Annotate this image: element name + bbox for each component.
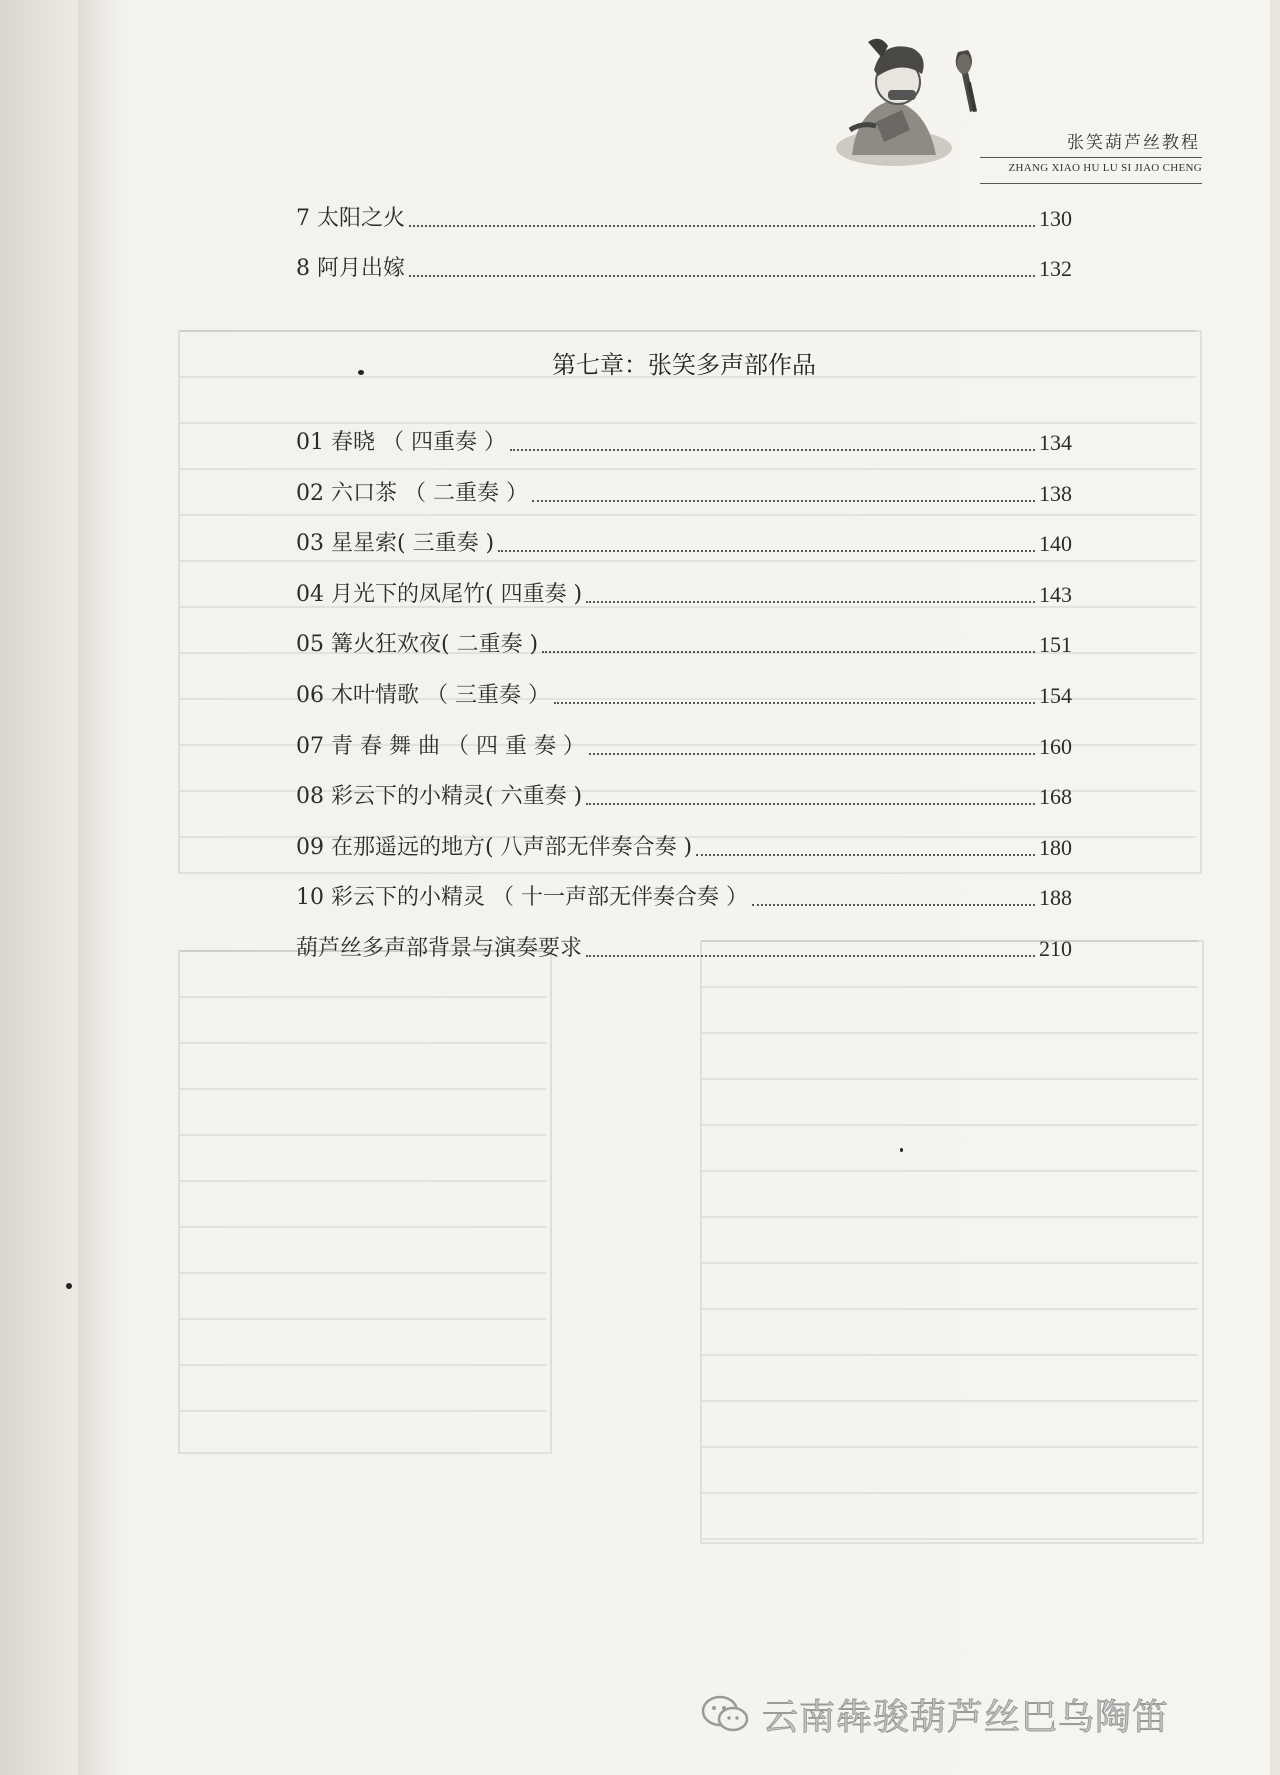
toc-entry-page: 188 [1039,885,1072,911]
toc-entry [296,831,1072,865]
toc-entry-title: 09 在那遥远的地方( 八声部无伴奏合奏 ) [296,834,693,860]
wechat-icon [700,1694,752,1734]
toc-dot-leader [532,500,1035,502]
toc-entry-page: 151 [1039,632,1072,658]
toc-entry [296,426,1072,460]
performer-illustration-icon [832,30,962,170]
toc-entry-title: 02 六口茶 （ 二重奏 ） [296,480,528,506]
show-through-rows [702,940,1198,1540]
print-speck [66,1283,72,1289]
toc-entry [296,252,1072,286]
toc-entry-title: 01 春晓 （ 四重奏 ） [296,430,506,455]
toc-entry-title: 葫芦丝多声部背景与演奏要求 [296,936,583,961]
toc-entry [296,628,1072,662]
show-through-rows [180,950,546,1450]
toc-entry-page: 138 [1039,480,1072,506]
toc-entry-page: 134 [1039,430,1072,455]
header-rule [980,183,1202,184]
toc-entry-title: 7 太阳之火 [296,206,405,231]
toc-entry [296,202,1072,236]
toc-dot-leader [510,449,1035,451]
toc-dot-leader [542,651,1035,653]
running-header [832,30,1202,174]
watermark [700,1684,1240,1744]
header-subtitle: ZHANG XIAO HU LU SI JIAO CHENG [1008,162,1202,174]
toc-entry-title: 10 彩云下的小精灵 （ 十一声部无伴奏合奏 ） [296,885,748,911]
header-rule [980,157,1202,158]
toc-entry-page: 168 [1039,784,1072,810]
toc-entry-title: 04 月光下的凤尾竹( 四重奏 ) [296,581,583,607]
toc-entry-title: 8 阿月出嫁 [296,256,405,281]
toc-dot-leader [586,955,1035,957]
toc-dot-leader [696,854,1035,856]
toc-entry-page: 130 [1039,206,1072,231]
toc-entry [296,780,1072,814]
header-title: 张笑葫芦丝教程 [1067,133,1200,153]
toc-entry [296,679,1072,713]
toc-entry-title: 07 青 春 舞 曲 （ 四 重 奏 ） [296,733,585,759]
toc-entry-page: 143 [1039,581,1072,607]
toc-entry-page: 160 [1039,733,1072,759]
toc-entry [296,578,1072,612]
chapter-heading: 第七章：张笑多声部作品 [552,351,816,379]
toc-entry-page: 180 [1039,834,1072,860]
toc-entry-page: 140 [1039,531,1072,557]
toc-entry [296,932,1072,966]
toc-entry-title: 06 木叶情歌 （ 三重奏 ） [296,683,550,708]
toc-entry [296,527,1072,561]
toc-dot-leader [409,275,1035,277]
toc-dot-leader [554,702,1035,704]
toc-entry-title: 05 篝火狂欢夜( 二重奏 ) [296,632,539,658]
toc-dot-leader [752,904,1035,906]
toc-dot-leader [589,753,1035,755]
toc-entry-page: 132 [1039,256,1072,281]
print-speck [900,1148,903,1152]
toc-entry [296,881,1072,915]
toc-entry-page: 210 [1039,936,1072,961]
page-edge [1270,0,1280,1775]
hulusi-instrument-icon [948,42,988,122]
toc-entry [296,477,1072,511]
toc-dot-leader [498,550,1035,552]
toc-dot-leader [586,601,1035,603]
toc-entry-page: 154 [1039,683,1072,708]
page-gutter-shadow [78,0,116,1775]
toc-dot-leader [409,225,1035,227]
toc-entry-title: 03 星星索( 三重奏 ) [296,531,495,557]
toc-entry-title: 08 彩云下的小精灵( 六重奏 ) [296,784,583,810]
toc-entry [296,730,1072,764]
print-speck [358,370,364,375]
watermark-text: 云南犇骏葫芦丝巴乌陶笛 [762,1696,1170,1738]
toc-dot-leader [586,803,1035,805]
